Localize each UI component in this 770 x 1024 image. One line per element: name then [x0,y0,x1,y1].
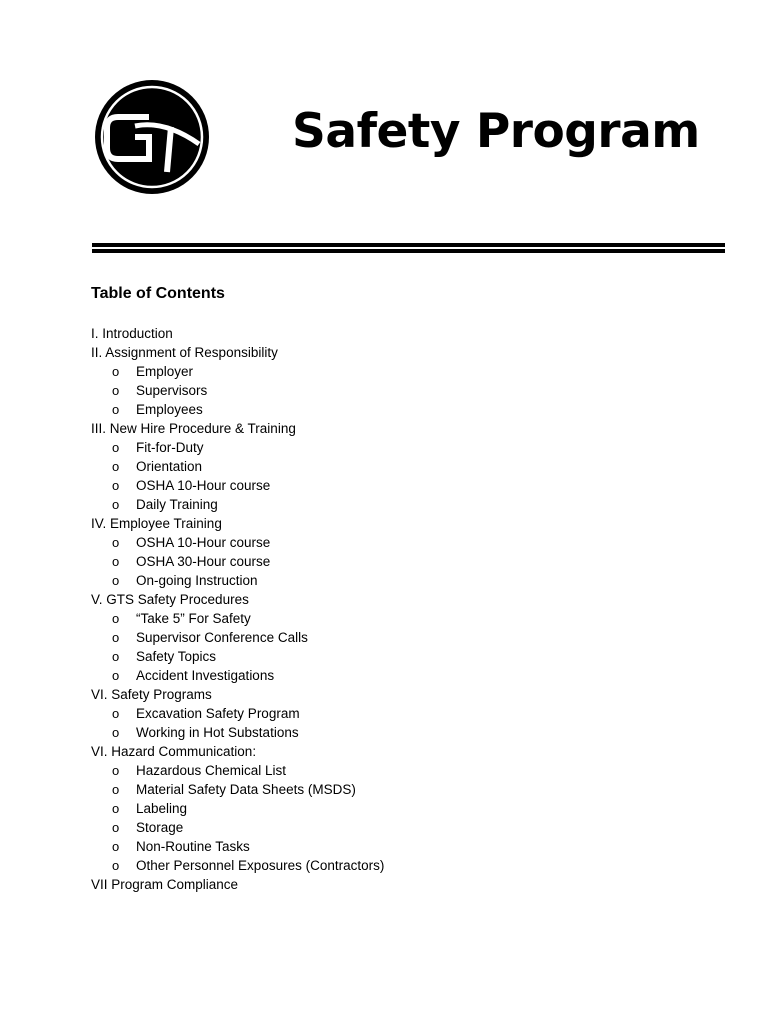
toc-subsection-label: Working in Hot Substations [136,725,299,740]
toc-subsection-item [91,495,384,514]
toc-subsection-item [91,381,384,400]
toc-subsection-item [91,571,384,590]
toc-subsection-item [91,628,384,647]
hollow-bullet-icon: o [112,706,120,721]
hollow-bullet-icon: o [112,497,120,512]
hollow-bullet-icon: o [112,478,120,493]
toc-subsection-list [91,362,384,419]
toc-section-label: I. Introduction [91,326,173,341]
toc-subsection-label: Orientation [136,459,203,474]
hollow-bullet-icon: o [112,402,120,417]
toc-section [91,875,384,894]
toc-subsection-list [91,438,384,514]
hollow-bullet-icon: o [112,573,120,588]
toc-subsection-list [91,609,384,685]
hollow-bullet-icon: o [112,725,120,740]
hollow-bullet-icon: o [112,763,120,778]
toc-subsection-item [91,856,384,875]
toc-subsection-label: Employer [136,364,194,379]
toc-section [91,419,384,514]
toc-subsection-item [91,818,384,837]
hollow-bullet-icon: o [112,858,120,873]
hollow-bullet-icon: o [112,801,120,816]
toc-subsection-label: Labeling [136,801,188,816]
toc-section-label: IV. Employee Training [91,516,222,531]
toc-section-label: II. Assignment of Responsibility [91,345,278,360]
toc-subsection-label: Storage [136,820,184,835]
toc-subsection-item [91,799,384,818]
gt-pickaxe-logo-icon [93,78,211,196]
hollow-bullet-icon: o [112,440,120,455]
toc-subsection-item [91,476,384,495]
hollow-bullet-icon: o [112,630,120,645]
toc-section [91,685,384,742]
toc-subsection-item [91,362,384,381]
toc-subsection-label: Supervisor Conference Calls [136,630,308,645]
document-title: Safety Program [292,104,700,159]
toc-subsection-list [91,761,384,875]
hollow-bullet-icon: o [112,839,120,854]
toc-subsection-label: Safety Topics [136,649,217,664]
toc-subsection-list [91,533,384,590]
toc-subsection-label: Other Personnel Exposures (Contractors) [136,858,385,873]
hollow-bullet-icon: o [112,383,120,398]
toc-subsection-item [91,457,384,476]
hollow-bullet-icon: o [112,668,120,683]
toc-subsection-item [91,780,384,799]
toc-subsection-item [91,609,384,628]
toc-subsection-label: Accident Investigations [136,668,275,683]
toc-section-label: V. GTS Safety Procedures [91,592,249,607]
toc-subsection-label: Material Safety Data Sheets (MSDS) [136,782,356,797]
toc-subsection-item [91,761,384,780]
toc-subsection-label: Excavation Safety Program [136,706,300,721]
hollow-bullet-icon: o [112,554,120,569]
toc-section [91,514,384,590]
toc-subsection-item [91,552,384,571]
toc-subsection-label: “Take 5” For Safety [136,611,251,626]
toc-subsection-label: Non-Routine Tasks [136,839,250,854]
toc-subsection-label: Daily Training [136,497,218,512]
toc-subsection-item [91,400,384,419]
hollow-bullet-icon: o [112,535,120,550]
hollow-bullet-icon: o [112,649,120,664]
toc-subsection-label: Supervisors [136,383,208,398]
hollow-bullet-icon: o [112,611,120,626]
title-divider-bottom [92,249,725,253]
toc-subsection-item [91,533,384,552]
toc-subsection-item [91,723,384,742]
toc-section [91,343,384,419]
toc-section-label: VI. Safety Programs [91,687,212,702]
toc-subsection-label: Employees [136,402,203,417]
toc-section [91,590,384,685]
table-of-contents [91,324,384,894]
toc-subsection-label: On-going Instruction [136,573,258,588]
hollow-bullet-icon: o [112,782,120,797]
title-divider-top [92,243,725,247]
toc-section [91,742,384,875]
toc-subsection-label: OSHA 10-Hour course [136,478,271,493]
toc-subsection-item [91,438,384,457]
hollow-bullet-icon: o [112,459,120,474]
toc-subsection-label: Fit-for-Duty [136,440,204,455]
toc-section [91,324,384,343]
toc-subsection-item [91,837,384,856]
toc-subsection-item [91,666,384,685]
toc-subsection-label: Hazardous Chemical List [136,763,287,778]
toc-subsection-item [91,647,384,666]
toc-section-label: VI. Hazard Communication: [91,744,257,759]
toc-section-label: VII Program Compliance [91,877,239,892]
toc-subsection-label: OSHA 10-Hour course [136,535,271,550]
toc-subsection-list [91,704,384,742]
toc-subsection-label: OSHA 30-Hour course [136,554,271,569]
toc-heading: Table of Contents [91,285,225,302]
hollow-bullet-icon: o [112,820,120,835]
toc-section-label: III. New Hire Procedure & Training [91,421,296,436]
hollow-bullet-icon: o [112,364,120,379]
toc-subsection-item [91,704,384,723]
